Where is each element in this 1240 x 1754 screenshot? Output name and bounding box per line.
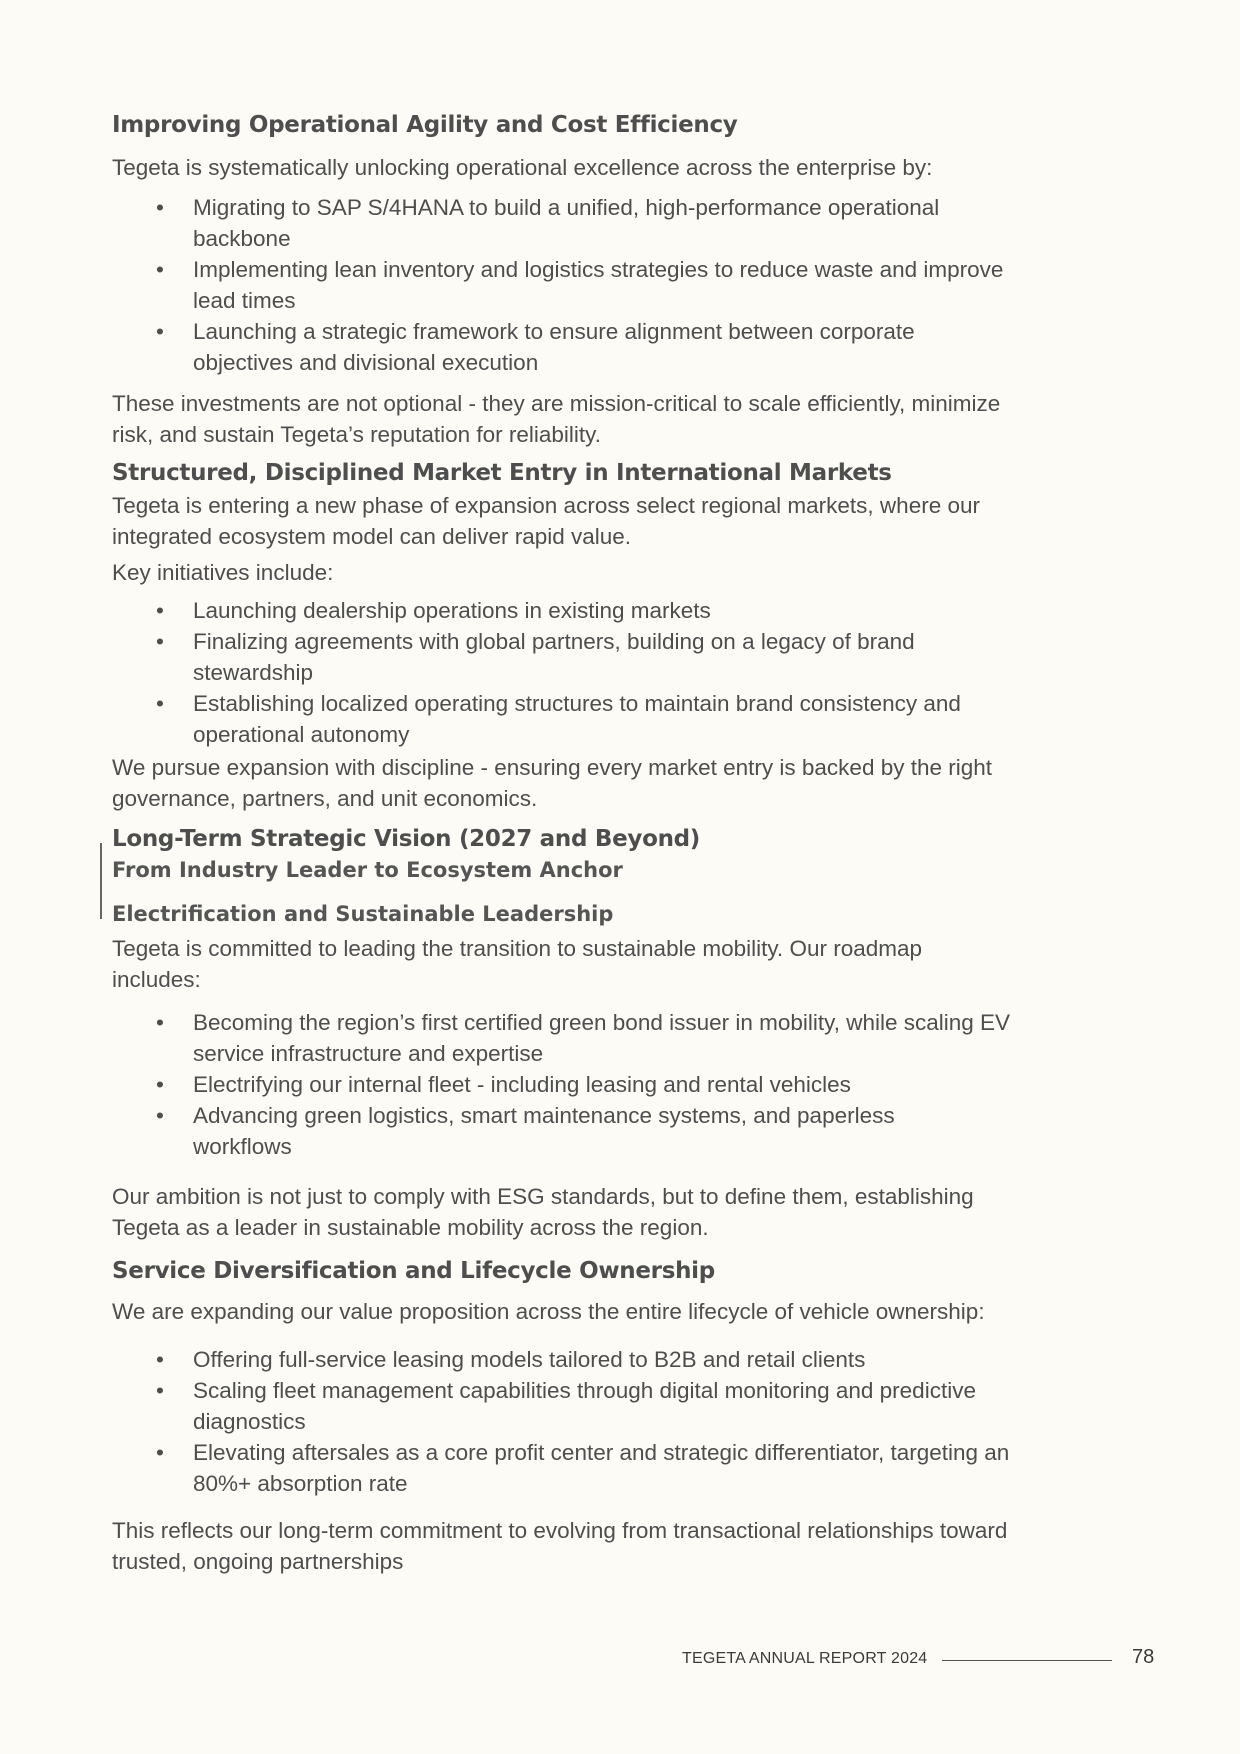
list-item: • Becoming the region’s first certified green bond issuer in mobility, while scaling EV service infrastructure and expertise (112, 1007, 1142, 1069)
intro-service-diversification: We are expanding our value proposition across the entire lifecycle of vehicle ownership: (112, 1299, 985, 1324)
subheading-ecosystem-anchor: From Industry Leader to Ecosystem Anchor (112, 858, 623, 882)
bullet-icon: • (156, 1347, 164, 1372)
intro-operational-agility: Tegeta is systematically unlocking operational excellence across the enterprise by: (112, 155, 933, 180)
list-item: • Electrifying our internal fleet - including leasing and rental vehicles (112, 1069, 1142, 1100)
bullet-icon: • (156, 691, 164, 716)
bullet-icon: • (156, 1378, 164, 1403)
list-item: • Finalizing agreements with global partners, building on a legacy of brand stewardship (112, 626, 1142, 688)
intro-electrification: Tegeta is committed to leading the transition to sustainable mobility. Our roadmap includes: (112, 936, 922, 992)
intro-market-entry: Tegeta is entering a new phase of expansion across select regional markets, where our integrated ecosystem model can deliver rapid value. (112, 493, 980, 549)
heading-operational-agility: Improving Operational Agility and Cost Efficiency (112, 112, 738, 138)
list-item: • Offering full-service leasing models tailored to B2B and retail clients (112, 1344, 1142, 1375)
page-footer (682, 1647, 1156, 1671)
heading-electrification: Electrification and Sustainable Leadership (112, 902, 614, 926)
outro-market-entry: We pursue expansion with discipline - ensuring every market entry is backed by the right governance, partners, and unit economics. (112, 755, 993, 811)
bullet-list-market-entry (112, 595, 1142, 750)
list-item: • Elevating aftersales as a core profit center and strategic differentiator, targeting an 80%+ absorption rate (112, 1437, 1142, 1499)
heading-long-term-vision: Long-Term Strategic Vision (2027 and Beyond) (112, 826, 701, 852)
footer-report-title: TEGETA ANNUAL REPORT 2024 (682, 1650, 928, 1667)
list-item: • Advancing green logistics, smart maintenance systems, and paperless workflows (112, 1100, 1142, 1162)
list-item: • Establishing localized operating structures to maintain brand consistency and operational autonomy (112, 688, 1142, 750)
list-item: • Migrating to SAP S/4HANA to build a unified, high-performance operational backbone (112, 192, 1142, 254)
bullet-icon: • (156, 1103, 164, 1128)
bullet-list-operational-agility (112, 192, 1142, 378)
key-initiatives-label: Key initiatives include: (112, 560, 334, 585)
bullet-icon: • (156, 629, 164, 654)
bullet-icon: • (156, 1010, 164, 1035)
outro-operational-agility: These investments are not optional - they are mission-critical to scale efficiently, minimize risk, and sustain Tegeta’s reputation for reliability. (112, 391, 1001, 447)
page-body (112, 110, 1142, 1577)
bullet-icon: • (156, 1440, 164, 1465)
list-item: • Implementing lean inventory and logistics strategies to reduce waste and improve lead times (112, 254, 1142, 316)
list-item: • Launching dealership operations in existing markets (112, 595, 1142, 626)
list-item: • Launching a strategic framework to ensure alignment between corporate objectives and divisional execution (112, 316, 1142, 378)
bullet-list-electrification (112, 1007, 1142, 1162)
page-number: 78 (1132, 1646, 1155, 1668)
bullet-icon: • (156, 598, 164, 623)
bullet-icon: • (156, 257, 164, 282)
footer-divider (942, 1660, 1112, 1661)
bullet-icon: • (156, 319, 164, 344)
section-accent-bar (100, 843, 102, 919)
list-item: • Scaling fleet management capabilities through digital monitoring and predictive diagnostics (112, 1375, 1142, 1437)
outro-electrification: Our ambition is not just to comply with ESG standards, but to define them, establishing Tegeta as a leader in sustainable mobility across the region. (112, 1184, 974, 1240)
bullet-icon: • (156, 1072, 164, 1097)
bullet-icon: • (156, 195, 164, 220)
bullet-list-service-diversification (112, 1344, 1142, 1499)
heading-market-entry: Structured, Disciplined Market Entry in International Markets (112, 460, 892, 486)
outro-service-diversification: This reflects our long-term commitment to evolving from transactional relationships toward trusted, ongoing partnerships (112, 1518, 1008, 1574)
heading-service-diversification: Service Diversification and Lifecycle Ownership (112, 1258, 715, 1284)
